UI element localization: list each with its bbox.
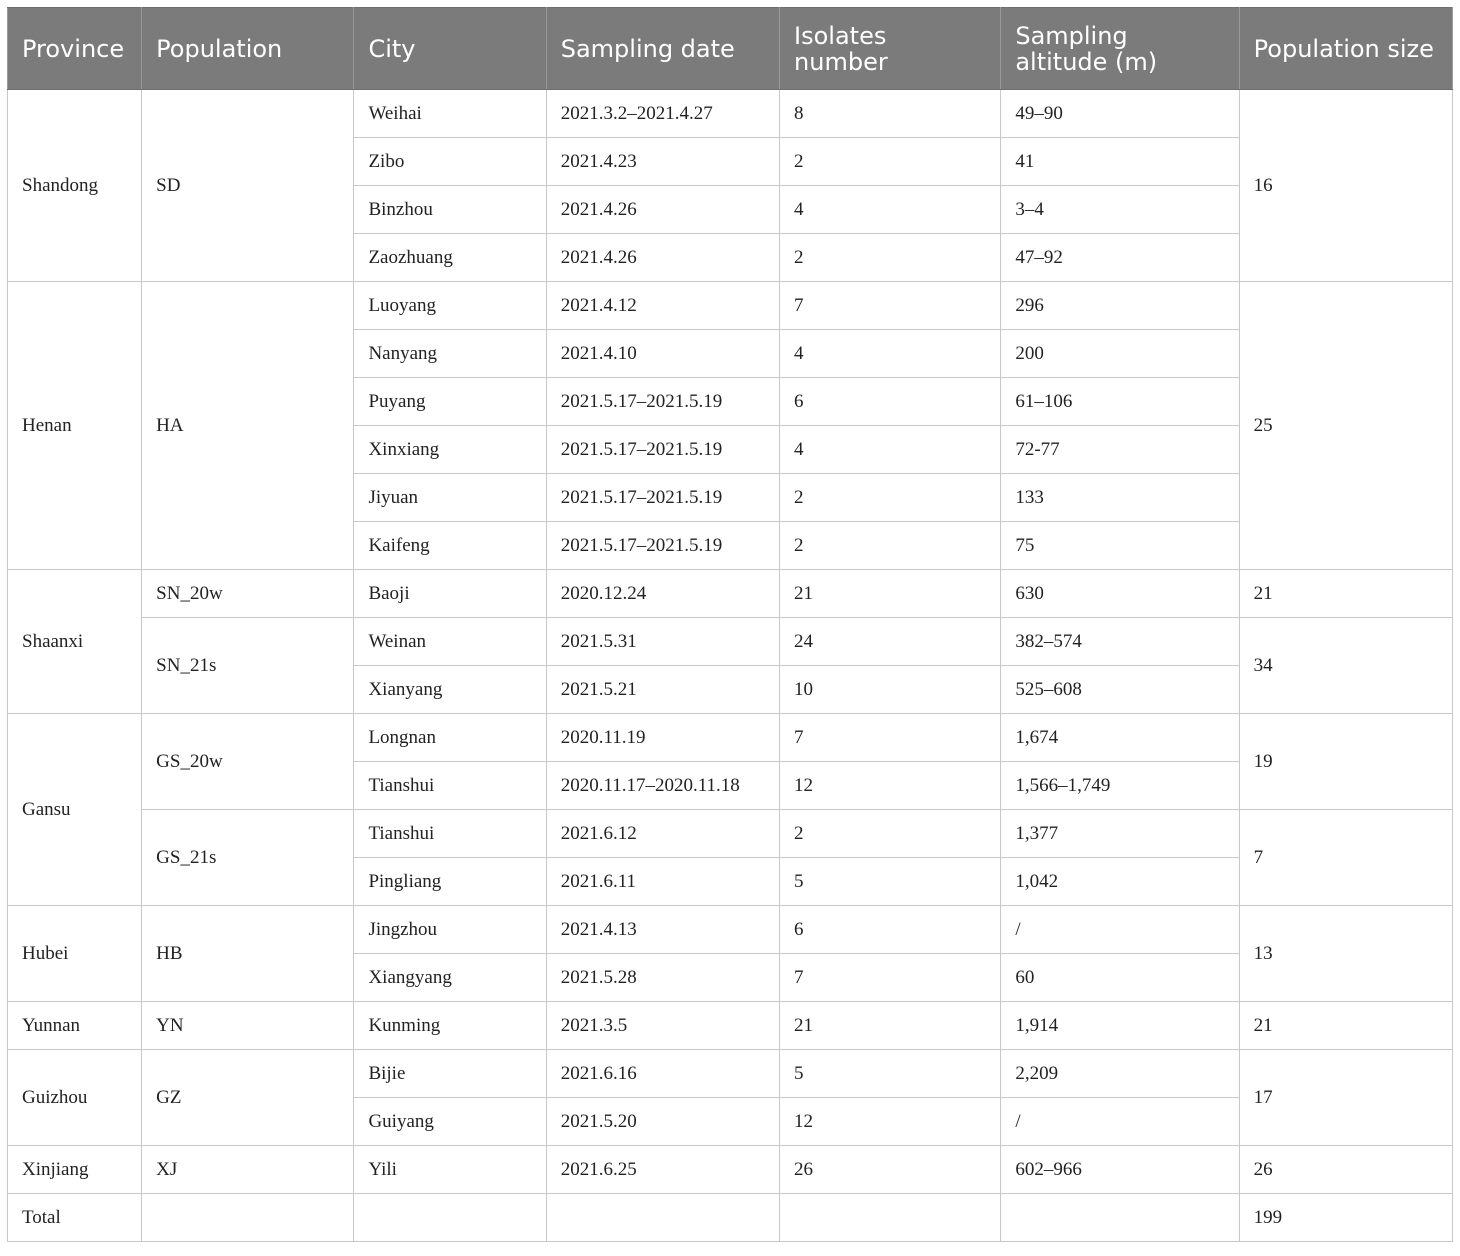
total-label: Total: [8, 1194, 142, 1242]
population-cell: HA: [142, 282, 354, 570]
city-cell: Tianshui: [354, 762, 546, 810]
header-sampling-altitude: Sampling altitude (m): [1001, 8, 1239, 90]
date-cell: 2021.4.13: [546, 906, 779, 954]
date-cell: 2021.5.28: [546, 954, 779, 1002]
isolates-cell: 4: [780, 426, 1001, 474]
altitude-cell: 1,914: [1001, 1002, 1239, 1050]
isolates-cell: 2: [780, 474, 1001, 522]
date-cell: [546, 1194, 779, 1242]
province-cell: Henan: [8, 282, 142, 570]
population-cell: SN_21s: [142, 618, 354, 714]
isolates-cell: 4: [780, 330, 1001, 378]
date-cell: 2021.5.31: [546, 618, 779, 666]
date-cell: 2021.5.17–2021.5.19: [546, 522, 779, 570]
sampling-table: [7, 7, 1453, 1242]
date-cell: 2021.4.10: [546, 330, 779, 378]
date-cell: 2021.6.12: [546, 810, 779, 858]
isolates-cell: 10: [780, 666, 1001, 714]
date-cell: 2021.3.5: [546, 1002, 779, 1050]
isolates-cell: 2: [780, 522, 1001, 570]
altitude-cell: 3–4: [1001, 186, 1239, 234]
date-cell: 2021.4.26: [546, 234, 779, 282]
population-cell: YN: [142, 1002, 354, 1050]
isolates-cell: 5: [780, 1050, 1001, 1098]
city-cell: Yili: [354, 1146, 546, 1194]
table-row: [8, 90, 1453, 138]
isolates-cell: 24: [780, 618, 1001, 666]
table-row: [8, 570, 1453, 618]
isolates-cell: 21: [780, 570, 1001, 618]
altitude-cell: 49–90: [1001, 90, 1239, 138]
table-row: [8, 1050, 1453, 1098]
total-size: 199: [1239, 1194, 1452, 1242]
province-cell: Gansu: [8, 714, 142, 906]
size-cell: 17: [1239, 1050, 1452, 1146]
date-cell: 2021.5.17–2021.5.19: [546, 474, 779, 522]
province-cell: Shandong: [8, 90, 142, 282]
table-container: [7, 7, 1453, 1242]
city-cell: Zaozhuang: [354, 234, 546, 282]
city-cell: [354, 1194, 546, 1242]
altitude-cell: [1001, 1194, 1239, 1242]
header-population-size: Population size: [1239, 8, 1452, 90]
size-cell: 13: [1239, 906, 1452, 1002]
isolates-cell: 5: [780, 858, 1001, 906]
population-cell: GZ: [142, 1050, 354, 1146]
table-row: [8, 618, 1453, 666]
header-sampling-date: Sampling date: [546, 8, 779, 90]
altitude-cell: /: [1001, 1098, 1239, 1146]
city-cell: Jiyuan: [354, 474, 546, 522]
city-cell: Guiyang: [354, 1098, 546, 1146]
isolates-cell: 2: [780, 234, 1001, 282]
table-row: [8, 810, 1453, 858]
city-cell: Xiangyang: [354, 954, 546, 1002]
province-cell: Yunnan: [8, 1002, 142, 1050]
altitude-cell: 630: [1001, 570, 1239, 618]
altitude-cell: 525–608: [1001, 666, 1239, 714]
date-cell: 2021.5.21: [546, 666, 779, 714]
isolates-cell: 4: [780, 186, 1001, 234]
isolates-cell: 12: [780, 762, 1001, 810]
altitude-cell: 41: [1001, 138, 1239, 186]
altitude-cell: 47–92: [1001, 234, 1239, 282]
altitude-cell: 72-77: [1001, 426, 1239, 474]
isolates-cell: 2: [780, 138, 1001, 186]
altitude-cell: /: [1001, 906, 1239, 954]
city-cell: Kunming: [354, 1002, 546, 1050]
date-cell: 2021.4.26: [546, 186, 779, 234]
altitude-cell: 1,042: [1001, 858, 1239, 906]
isolates-cell: 6: [780, 906, 1001, 954]
size-cell: 21: [1239, 1002, 1452, 1050]
total-row: [8, 1194, 1453, 1242]
date-cell: 2020.11.19: [546, 714, 779, 762]
province-cell: Shaanxi: [8, 570, 142, 714]
population-cell: SD: [142, 90, 354, 282]
size-cell: 16: [1239, 90, 1452, 282]
city-cell: Pingliang: [354, 858, 546, 906]
altitude-cell: 296: [1001, 282, 1239, 330]
altitude-cell: 1,566–1,749: [1001, 762, 1239, 810]
header-row: [8, 8, 1453, 90]
province-cell: Guizhou: [8, 1050, 142, 1146]
date-cell: 2021.6.11: [546, 858, 779, 906]
city-cell: Tianshui: [354, 810, 546, 858]
size-cell: 26: [1239, 1146, 1452, 1194]
city-cell: Weihai: [354, 90, 546, 138]
altitude-cell: 1,377: [1001, 810, 1239, 858]
altitude-cell: 2,209: [1001, 1050, 1239, 1098]
province-cell: Hubei: [8, 906, 142, 1002]
city-cell: Luoyang: [354, 282, 546, 330]
table-row: [8, 714, 1453, 762]
isolates-cell: 21: [780, 1002, 1001, 1050]
date-cell: 2021.6.25: [546, 1146, 779, 1194]
altitude-cell: 61–106: [1001, 378, 1239, 426]
date-cell: 2021.4.23: [546, 138, 779, 186]
date-cell: 2020.12.24: [546, 570, 779, 618]
population-cell: GS_20w: [142, 714, 354, 810]
altitude-cell: 60: [1001, 954, 1239, 1002]
isolates-cell: 7: [780, 954, 1001, 1002]
altitude-cell: 75: [1001, 522, 1239, 570]
city-cell: Longnan: [354, 714, 546, 762]
altitude-cell: 382–574: [1001, 618, 1239, 666]
city-cell: Jingzhou: [354, 906, 546, 954]
header-province: Province: [8, 8, 142, 90]
table-row: [8, 1146, 1453, 1194]
isolates-cell: 7: [780, 282, 1001, 330]
date-cell: 2021.6.16: [546, 1050, 779, 1098]
city-cell: Zibo: [354, 138, 546, 186]
altitude-cell: 200: [1001, 330, 1239, 378]
isolates-cell: 6: [780, 378, 1001, 426]
population-cell: XJ: [142, 1146, 354, 1194]
table-row: [8, 906, 1453, 954]
size-cell: 21: [1239, 570, 1452, 618]
header-isolates-number: Isolates number: [780, 8, 1001, 90]
date-cell: 2020.11.17–2020.11.18: [546, 762, 779, 810]
city-cell: Weinan: [354, 618, 546, 666]
city-cell: Kaifeng: [354, 522, 546, 570]
city-cell: Xinxiang: [354, 426, 546, 474]
province-cell: Xinjiang: [8, 1146, 142, 1194]
city-cell: Baoji: [354, 570, 546, 618]
table-row: [8, 1002, 1453, 1050]
city-cell: Xianyang: [354, 666, 546, 714]
date-cell: 2021.5.17–2021.5.19: [546, 378, 779, 426]
table-row: [8, 282, 1453, 330]
population-cell: SN_20w: [142, 570, 354, 618]
isolates-cell: 12: [780, 1098, 1001, 1146]
date-cell: 2021.4.12: [546, 282, 779, 330]
isolates-cell: 7: [780, 714, 1001, 762]
header-population: Population: [142, 8, 354, 90]
date-cell: 2021.3.2–2021.4.27: [546, 90, 779, 138]
isolates-cell: 26: [780, 1146, 1001, 1194]
altitude-cell: 133: [1001, 474, 1239, 522]
population-cell: [142, 1194, 354, 1242]
date-cell: 2021.5.17–2021.5.19: [546, 426, 779, 474]
altitude-cell: 1,674: [1001, 714, 1239, 762]
size-cell: 25: [1239, 282, 1452, 570]
header-city: City: [354, 8, 546, 90]
size-cell: 19: [1239, 714, 1452, 810]
date-cell: 2021.5.20: [546, 1098, 779, 1146]
population-cell: GS_21s: [142, 810, 354, 906]
isolates-cell: 8: [780, 90, 1001, 138]
city-cell: Puyang: [354, 378, 546, 426]
size-cell: 7: [1239, 810, 1452, 906]
isolates-cell: 2: [780, 810, 1001, 858]
city-cell: Binzhou: [354, 186, 546, 234]
population-cell: HB: [142, 906, 354, 1002]
isolates-cell: [780, 1194, 1001, 1242]
city-cell: Nanyang: [354, 330, 546, 378]
altitude-cell: 602–966: [1001, 1146, 1239, 1194]
city-cell: Bijie: [354, 1050, 546, 1098]
size-cell: 34: [1239, 618, 1452, 714]
